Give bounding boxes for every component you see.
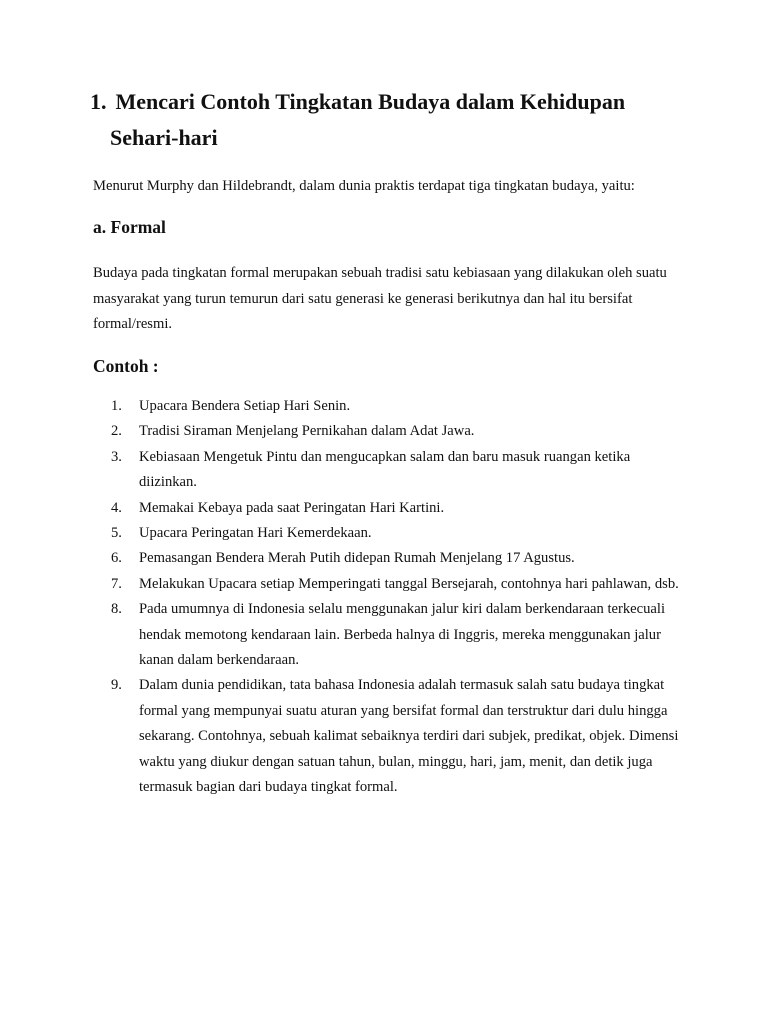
examples-heading: Contoh : <box>93 356 159 376</box>
list-item-number: 7. <box>111 575 122 592</box>
list-item-number: 4. <box>111 499 122 516</box>
list-item-text: Upacara Peringatan Hari Kemerdekaan. <box>139 525 372 542</box>
examples-list <box>93 394 683 801</box>
title-text-line-1: Mencari Contoh Tingkatan Budaya dalam Kehidupan <box>115 89 626 114</box>
list-item-text: Kebiasaan Mengetuk Pintu dan mengucapkan salam dan baru masuk ruangan ketika diizinkan. <box>139 448 631 491</box>
list-item-text: Tradisi Siraman Menjelang Pernikahan dalam Adat Jawa. <box>139 423 475 440</box>
list-item-text: Dalam dunia pendidikan, tata bahasa Indonesia adalah termasuk salah satu budaya tingkat formal yang mempunyai suatu aturan yang bersifat formal dan terstruktur dari dulu hingga sekarang. Contohnya, sebuah kalimat sebaiknya terdiri dari subjek, predikat, objek. Dimensi waktu yang diukur dengan satuan tahun, bulan, minggu, hari, jam, menit, dan detik juga termasuk bagian dari budaya tingkat formal. <box>139 677 679 796</box>
page-title <box>90 84 710 156</box>
list-item-number: 3. <box>111 448 122 465</box>
section-description: Budaya pada tingkatan formal merupakan sebuah tradisi satu kebiasaan yang dilakukan oleh suatu masyarakat yang turun temurun dari satu generasi ke generasi berikutnya dan hal itu bersifat formal/resmi. <box>93 265 667 332</box>
list-item-number: 8. <box>111 601 122 618</box>
list-item-text: Upacara Bendera Setiap Hari Senin. <box>139 398 351 414</box>
list-item <box>93 496 683 521</box>
list-item-text: Pemasangan Bendera Merah Putih didepan Rumah Menjelang 17 Agustus. <box>139 550 575 567</box>
list-item <box>93 597 683 673</box>
list-item <box>93 673 683 800</box>
list-item-number: 1. <box>111 398 122 414</box>
title-line-1 <box>90 84 710 120</box>
list-item-text: Memakai Kebaya pada saat Peringatan Hari Kartini. <box>139 499 445 516</box>
title-number: 1. <box>90 89 107 114</box>
list-item-text: Melakukan Upacara setiap Memperingati tanggal Bersejarah, contohnya hari pahlawan, dsb. <box>139 575 679 592</box>
list-item-number: 9. <box>111 677 122 694</box>
list-item-text: Pada umumnya di Indonesia selalu menggunakan jalur kiri dalam berkendaraan terkecuali hendak memotong kendaraan lain. Berbeda halnya di Inggris, mereka menggunakan jalur kanan dalam berkendaraan. <box>139 601 665 669</box>
list-item <box>93 445 683 496</box>
list-item <box>93 419 683 444</box>
list-item-number: 2. <box>111 423 122 440</box>
list-item <box>93 521 683 546</box>
list-item-number: 6. <box>111 550 122 567</box>
list-item <box>93 572 683 597</box>
list-item <box>93 394 683 419</box>
title-text-line-2: Sehari-hari <box>110 125 218 150</box>
list-item-number: 5. <box>111 525 122 542</box>
section-heading-formal: a. Formal <box>93 217 166 237</box>
list-item <box>93 546 683 571</box>
intro-paragraph: Menurut Murphy dan Hildebrandt, dalam dunia praktis terdapat tiga tingkatan budaya, yaitu: <box>93 178 635 194</box>
